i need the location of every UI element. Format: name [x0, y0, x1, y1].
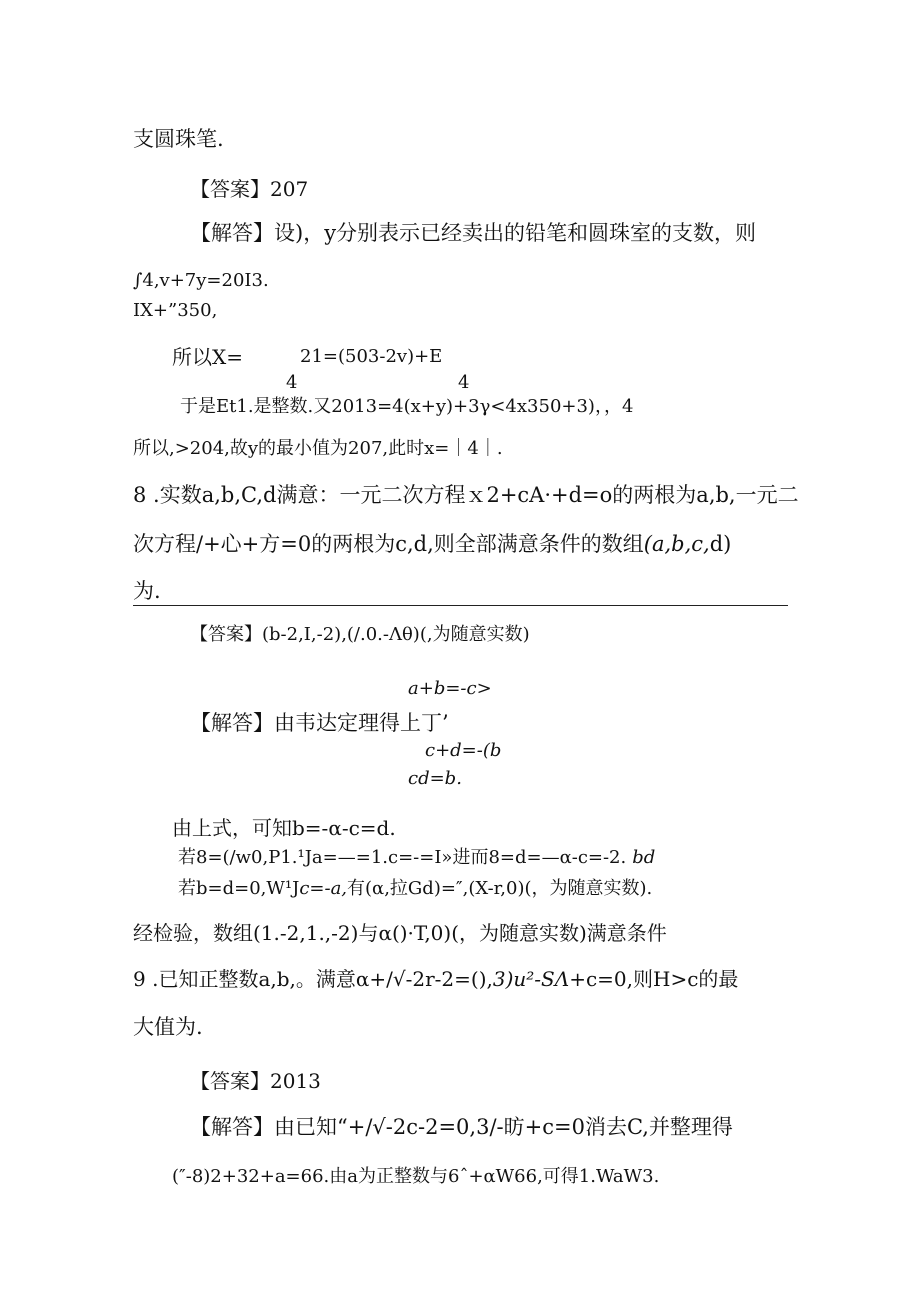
text-line: 于是Et1.是整数.又2013=4(x+y)+3γ<4x350+3)，，4 — [180, 396, 634, 417]
equation-line: 21=(503-2v)+E — [300, 346, 443, 367]
solution-text: 【解答】由已知“+/√-2c-2=0,3/-昉+c=0消去C,并整理得 — [190, 1115, 733, 1139]
text-line: 所以X= — [172, 345, 243, 369]
text-segment: d) — [709, 532, 732, 556]
answer-label: 【答案】2013 — [190, 1069, 321, 1093]
question-8: 8 .实数a,b,C,d满意：一元二次方程ｘ2+cA·+d=o的两根为a,b,一元二 — [133, 483, 799, 507]
equation-line: cd=b. — [408, 768, 462, 789]
text-line — [178, 845, 655, 871]
text-line — [178, 876, 652, 902]
equation-line: ∫4,v+7y=20I3. — [133, 270, 269, 291]
text-segment: (a,b,c, — [643, 532, 710, 556]
text-segment: 若b=d=0,W¹J — [178, 878, 300, 899]
text-segment: 3)u²-SΛ — [492, 967, 570, 991]
equation-line: IX+”350, — [133, 300, 218, 321]
solution-text: 【解答】由韦达定理得上丁’ — [190, 711, 449, 735]
text-line: 所以,>204,故y的最小值为207,此时x=｜4｜. — [133, 438, 503, 459]
text-segment: bd — [632, 847, 656, 868]
text-line: (″-8)2+32+a=66.由a为正整数与6ˆ+αW66,可得1.WaW3. — [172, 1166, 660, 1187]
text-line: 经检验，数组(1.-2,1.,-2)与α()·T,0)(，为随意实数)满意条件 — [133, 921, 667, 945]
answer-label: 【答案】207 — [190, 177, 309, 201]
text-line: 大值为. — [133, 1015, 203, 1039]
equation-line: c+d=-(b — [425, 740, 502, 761]
question-9 — [133, 966, 738, 992]
text-segment: 次方程/+心+方=0的两根为c,d,则全部满意条件的数组 — [133, 532, 644, 556]
text-line: 由上式，可知b=-α-c=d. — [172, 816, 396, 840]
text-segment: 若8=(/w0,P1.¹Ja=—=1.c=-=I»进而8=d=—α-c=-2. — [178, 847, 627, 868]
equation-line: a+b=-c> — [408, 678, 492, 699]
denominator: 4 — [458, 372, 470, 393]
text-segment: +c=0,则H>c的最 — [569, 967, 739, 991]
divider — [133, 605, 788, 606]
text-segment: 有(α,拉Gd)=″,(X-r,0)(，为随意实数). — [347, 878, 653, 899]
text-line: 为. — [133, 579, 161, 603]
denominator: 4 — [286, 372, 298, 393]
text-segment: c=-a, — [299, 878, 348, 899]
text-segment: 9 .已知正整数a,b,。满意α+/√-2r-2=(), — [133, 967, 493, 991]
question-8-cont — [133, 531, 731, 557]
answer-label: 【答案】(b-2,I,-2),(/.0.-Λθ)(,为随意实数) — [190, 624, 530, 645]
solution-text: 【解答】设)，y分别表示已经卖出的铅笔和圆珠室的支数，则 — [190, 221, 757, 245]
text-line: 支圆珠笔. — [133, 127, 224, 151]
